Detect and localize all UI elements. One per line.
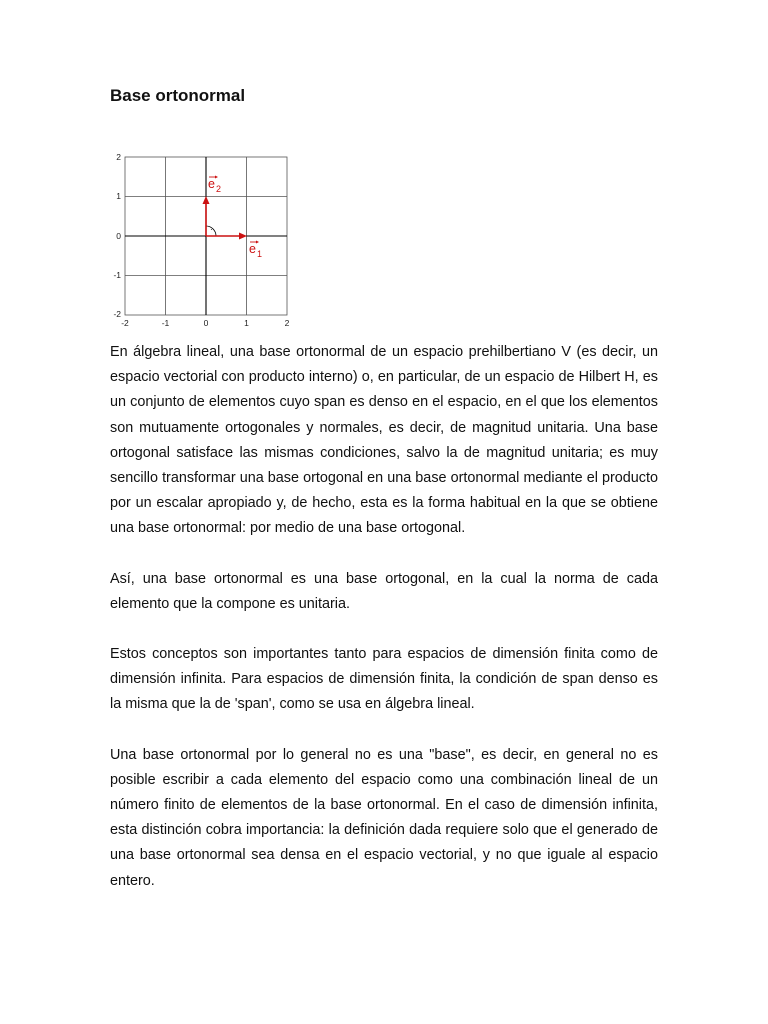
coordinate-plot: [108, 148, 298, 332]
right-angle-dot: ·: [210, 225, 213, 234]
x-tick-label: 1: [244, 318, 249, 328]
y-tick-label: -2: [113, 309, 121, 319]
arrow-accent-head: [215, 176, 218, 179]
x-tick-label: 0: [203, 318, 209, 328]
orthonormal-basis-figure: [108, 148, 298, 332]
y-tick-label: 2: [116, 152, 121, 162]
paragraph: Una base ortonormal por lo general no es una "base", es decir, en general no es posible escribir a cada elemento del espacio como una combinación lineal de un número finito de elementos de la base ortonormal. En el caso de dimensión infinita, esta distinción cobra importancia: la definición dada requiere solo que el generado de una base ortonormal sea densa en el espacio vectorial, y no que iguale al espacio entero.: [110, 746, 658, 889]
vector-e2-label: [208, 176, 221, 195]
vector-e2-letter: e: [208, 177, 215, 191]
paragraph: Así, una base ortonormal es una base ortogonal, en la cual la norma de cada elemento que la compone es unitaria.: [110, 570, 658, 612]
vector-e1-label: [249, 241, 262, 260]
page-title: Base ortonormal: [110, 86, 246, 105]
x-tick-label: -2: [121, 318, 129, 328]
vector-e1-letter: e: [249, 242, 256, 256]
paragraph: Estos conceptos son importantes tanto para espacios de dimensión finita como de dimensión infinita. Para espacios de dimensión finita, la condición de span denso es la misma que la de 'span', como se usa en álgebra lineal.: [110, 646, 658, 713]
vector-e1-subscript: 1: [257, 249, 263, 259]
vector-e1-arrowhead: [239, 233, 247, 240]
article-body: [110, 340, 658, 919]
arrow-accent-head: [256, 241, 259, 244]
x-tick-label: 2: [284, 318, 290, 328]
y-tick-label: 0: [116, 231, 121, 241]
x-tick-label: -1: [161, 318, 170, 328]
paragraph: En álgebra lineal, una base ortonormal de un espacio prehilbertiano V (es decir, un espacio vectorial con producto interno) o, en particular, de un espacio de Hilbert H, es un conjunto de elementos cuyo span es denso en el espacio, en el que los elementos son mutuamente ortogonales y normales, es decir, de magnitud unitaria. Una base ortogonal satisface las mismas condiciones, salvo la de magnitud unitaria; es muy sencillo transformar una base ortogonal en una base ortonormal mediante el producto por un escalar apropiado y, de hecho, esta es la forma habitual en la que se obtiene una base ortonormal: por medio de una base ortogonal.: [110, 344, 658, 537]
vector-e2-arrowhead: [203, 196, 210, 204]
y-tick-label: -1: [113, 270, 121, 280]
vector-e2-subscript: 2: [216, 184, 222, 194]
y-tick-label: 1: [116, 191, 121, 201]
